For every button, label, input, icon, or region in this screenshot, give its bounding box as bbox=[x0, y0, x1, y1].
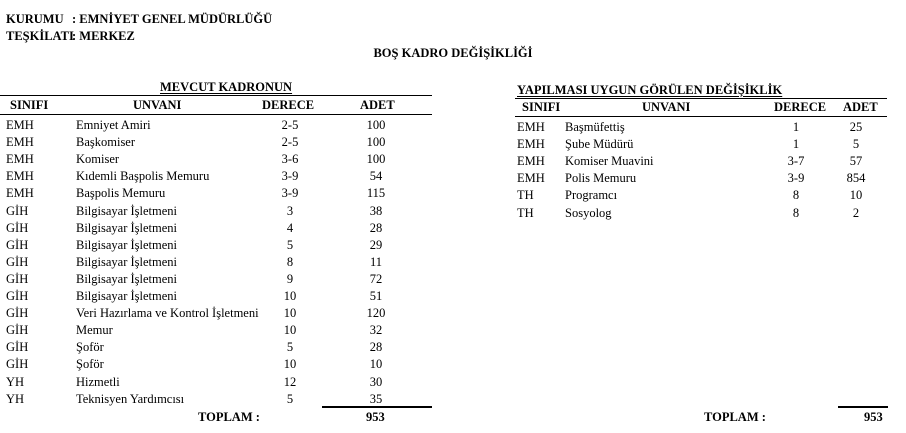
left-cell-sinifi: GİH bbox=[6, 237, 29, 252]
left-cell-sinifi: GİH bbox=[6, 289, 29, 303]
right-cell-derece: 1 bbox=[792, 137, 800, 152]
left-table-row bbox=[0, 357, 432, 374]
teskilati-value: : MERKEZ bbox=[72, 29, 135, 43]
right-cell-derece: 8 bbox=[792, 188, 800, 203]
left-cell-derece: 10 bbox=[283, 289, 297, 303]
left-table-row bbox=[0, 375, 432, 392]
left-cell-unvani: Bilgisayar İşletmeni bbox=[76, 254, 178, 269]
right-table-row bbox=[0, 188, 890, 205]
left-cell-unvani: Emniyet Amiri bbox=[76, 118, 151, 132]
left-cell-derece: 5 bbox=[286, 391, 294, 406]
left-cell-adet: 72 bbox=[369, 271, 383, 286]
right-col-derece: DERECE bbox=[774, 100, 827, 114]
left-cell-adet: 32 bbox=[369, 323, 383, 338]
left-total-label: TOPLAM : bbox=[198, 410, 260, 424]
left-cell-sinifi: GİH bbox=[6, 254, 29, 269]
right-cell-sinifi: EMH bbox=[517, 171, 545, 186]
left-table-row bbox=[0, 289, 432, 306]
right-header-top-rule bbox=[515, 98, 887, 99]
left-cell-adet: 28 bbox=[369, 220, 383, 235]
left-cell-adet: 10 bbox=[369, 357, 383, 372]
left-cell-unvani: Bilgisayar İşletmeni bbox=[76, 289, 178, 303]
left-cell-adet: 100 bbox=[366, 118, 386, 132]
right-table-row bbox=[0, 203, 890, 223]
left-cell-sinifi: GİH bbox=[6, 306, 29, 321]
left-total-value: 953 bbox=[366, 410, 385, 424]
left-cell-derece: 3-9 bbox=[281, 186, 299, 201]
left-cell-unvani: Kıdemli Başpolis Memuru bbox=[76, 169, 210, 184]
left-cell-sinifi: YH bbox=[6, 374, 25, 389]
left-table-row bbox=[0, 238, 432, 255]
left-cell-unvani: Şoför bbox=[76, 357, 104, 372]
left-cell-unvani: Memur bbox=[76, 323, 113, 338]
right-cell-unvani: Komiser Muavini bbox=[565, 154, 654, 169]
left-cell-adet: 120 bbox=[366, 306, 386, 321]
left-cell-sinifi: EMH bbox=[6, 152, 34, 167]
right-cell-unvani: Şube Müdürü bbox=[565, 137, 634, 152]
right-cell-adet: 2 bbox=[852, 205, 860, 220]
left-cell-derece: 3 bbox=[286, 203, 294, 218]
left-cell-adet: 38 bbox=[369, 203, 383, 218]
left-cell-sinifi: YH bbox=[6, 391, 25, 406]
left-col-unvani: UNVANI bbox=[133, 98, 182, 112]
left-cell-unvani: Komiser bbox=[76, 152, 120, 167]
left-cell-sinifi: GİH bbox=[6, 203, 29, 218]
left-cell-derece: 5 bbox=[286, 237, 294, 252]
right-cell-adet: 57 bbox=[849, 154, 863, 169]
left-cell-derece: 2-5 bbox=[281, 135, 299, 150]
right-cell-derece: 8 bbox=[792, 205, 800, 220]
left-cell-derece: 10 bbox=[283, 306, 297, 321]
right-cell-adet: 10 bbox=[849, 188, 863, 203]
left-cell-derece: 10 bbox=[283, 323, 297, 338]
left-cell-sinifi: GİH bbox=[6, 323, 29, 338]
right-cell-derece: 3-7 bbox=[787, 154, 805, 169]
right-col-adet: ADET bbox=[843, 100, 878, 114]
kurumu-label: KURUMU bbox=[6, 12, 64, 26]
left-cell-adet: 51 bbox=[369, 289, 383, 303]
left-cell-sinifi: EMH bbox=[6, 118, 34, 132]
left-cell-unvani: Bilgisayar İşletmeni bbox=[76, 237, 178, 252]
right-cell-unvani: Polis Memuru bbox=[565, 171, 637, 186]
right-total-value: 953 bbox=[864, 410, 883, 424]
right-col-sinifi: SINIFI bbox=[522, 100, 561, 114]
right-total-rule bbox=[838, 406, 888, 408]
right-cell-sinifi: TH bbox=[517, 188, 534, 203]
left-cell-sinifi: GİH bbox=[6, 271, 29, 286]
left-cell-adet: 35 bbox=[369, 391, 383, 406]
left-col-sinifi: SINIFI bbox=[10, 98, 49, 112]
right-cell-adet: 5 bbox=[852, 137, 860, 152]
page-title: BOŞ KADRO DEĞİŞİKLİĞİ bbox=[373, 46, 533, 60]
right-table-row bbox=[0, 120, 890, 137]
right-cell-unvani: Başmüfettiş bbox=[565, 120, 625, 134]
left-total-rule bbox=[322, 406, 432, 408]
left-cell-adet: 115 bbox=[366, 186, 386, 201]
left-table-row bbox=[0, 221, 432, 238]
left-cell-unvani: Hizmetli bbox=[76, 374, 120, 389]
right-cell-unvani: Sosyolog bbox=[565, 205, 612, 220]
right-table-title: YAPILMASI UYGUN GÖRÜLEN DEĞİŞİKLİK bbox=[517, 83, 783, 97]
left-cell-derece: 3-9 bbox=[281, 169, 299, 184]
left-header-top-rule bbox=[0, 95, 432, 96]
left-cell-derece: 9 bbox=[286, 271, 294, 286]
right-cell-sinifi: TH bbox=[517, 205, 534, 220]
left-cell-derece: 12 bbox=[283, 374, 297, 389]
right-table-row bbox=[0, 137, 890, 154]
left-table-row bbox=[0, 306, 432, 323]
right-header-bottom-rule bbox=[515, 116, 887, 117]
left-cell-derece: 10 bbox=[283, 357, 297, 372]
right-cell-derece: 3-9 bbox=[787, 171, 805, 186]
left-table-row bbox=[0, 340, 432, 357]
right-cell-unvani: Programcı bbox=[565, 188, 618, 203]
left-cell-unvani: Başkomiser bbox=[76, 135, 136, 150]
left-cell-unvani: Teknisyen Yardımcısı bbox=[76, 391, 185, 406]
left-cell-adet: 100 bbox=[366, 135, 386, 150]
left-cell-derece: 3-6 bbox=[281, 152, 299, 167]
right-cell-derece: 1 bbox=[792, 120, 800, 134]
right-cell-adet: 25 bbox=[849, 120, 863, 134]
right-col-unvani: UNVANI bbox=[642, 100, 691, 114]
left-cell-adet: 30 bbox=[369, 374, 383, 389]
left-cell-adet: 29 bbox=[369, 237, 383, 252]
left-cell-unvani: Şoför bbox=[76, 340, 104, 355]
left-cell-derece: 5 bbox=[286, 340, 294, 355]
left-cell-unvani: Veri Hazırlama ve Kontrol İşletmeni bbox=[76, 306, 259, 321]
left-cell-sinifi: EMH bbox=[6, 186, 34, 201]
right-table-row bbox=[0, 154, 890, 171]
left-cell-derece: 4 bbox=[286, 220, 294, 235]
left-table-row bbox=[0, 272, 432, 289]
left-cell-adet: 54 bbox=[369, 169, 383, 184]
left-cell-unvani: Bilgisayar İşletmeni bbox=[76, 203, 178, 218]
teskilati-label: TEŞKİLATI bbox=[6, 29, 74, 43]
left-cell-adet: 100 bbox=[366, 152, 386, 167]
left-cell-unvani: Bilgisayar İşletmeni bbox=[76, 220, 178, 235]
left-cell-adet: 28 bbox=[369, 340, 383, 355]
left-table-row bbox=[0, 255, 432, 272]
right-cell-adet: 854 bbox=[846, 171, 866, 186]
left-cell-adet: 11 bbox=[369, 254, 383, 269]
left-col-adet: ADET bbox=[360, 98, 395, 112]
left-cell-derece: 8 bbox=[286, 254, 294, 269]
left-table-row bbox=[0, 323, 432, 340]
left-cell-sinifi: EMH bbox=[6, 135, 34, 150]
right-cell-sinifi: EMH bbox=[517, 154, 545, 169]
left-cell-unvani: Başpolis Memuru bbox=[76, 186, 166, 201]
left-header-bottom-rule bbox=[0, 114, 432, 115]
left-cell-sinifi: GİH bbox=[6, 220, 29, 235]
right-cell-sinifi: EMH bbox=[517, 120, 545, 134]
right-total-label: TOPLAM : bbox=[704, 410, 766, 424]
left-cell-derece: 2-5 bbox=[281, 118, 299, 132]
left-cell-sinifi: GİH bbox=[6, 340, 29, 355]
left-cell-sinifi: GİH bbox=[6, 357, 29, 372]
kurumu-value: : EMNİYET GENEL MÜDÜRLÜĞÜ bbox=[72, 12, 273, 26]
left-cell-unvani: Bilgisayar İşletmeni bbox=[76, 271, 178, 286]
right-table-row bbox=[0, 171, 890, 188]
left-cell-sinifi: EMH bbox=[6, 169, 34, 184]
left-table-title: MEVCUT KADRONUN bbox=[160, 80, 293, 94]
right-cell-sinifi: EMH bbox=[517, 137, 545, 152]
left-col-derece: DERECE bbox=[262, 98, 315, 112]
